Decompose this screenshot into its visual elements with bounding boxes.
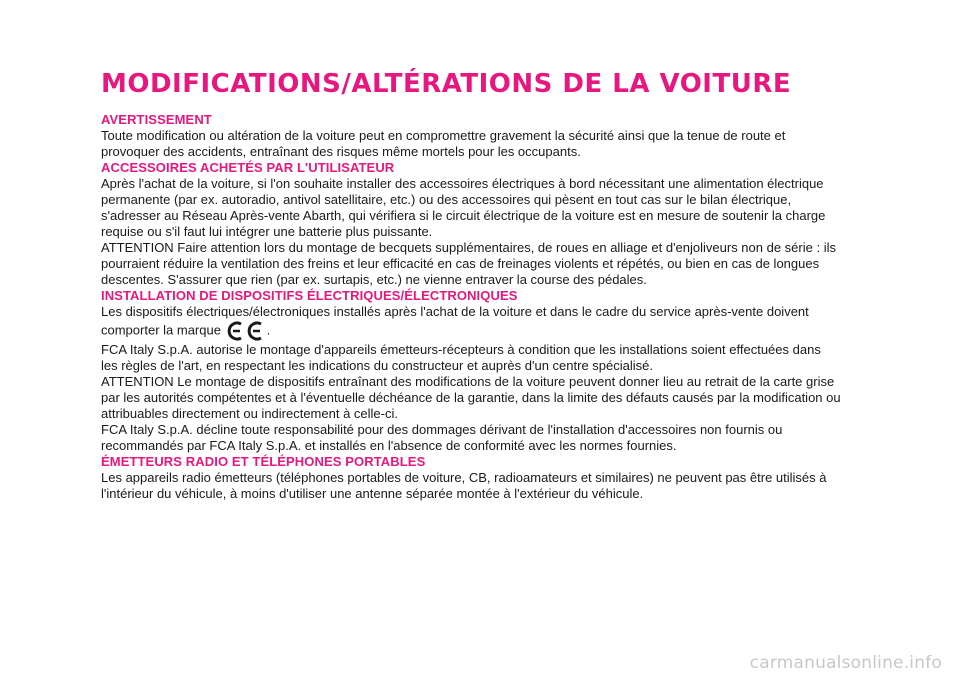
page-title: MODIFICATIONS/ALTÉRATIONS DE LA VOITURE (101, 69, 792, 99)
paragraph: ATTENTION Le montage de dispositifs entraînant des modifications de la voiture peuvent donner lieu au retrait de la carte grise par les autorités compétentes et à l'éventuelle déchéance de la garantie, dans la limite des défauts causés par la modification ou attribuables directement ou indirectement à celle-ci. (101, 374, 841, 421)
ecc-mark-icon (226, 320, 266, 342)
section-avertissement (101, 112, 841, 160)
paragraph: FCA Italy S.p.A. décline toute responsabilité pour des dommages dérivant de l'installation d'accessoires non fournis ou recommandés par FCA Italy S.p.A. et installés en l'absence de conformité avec les normes fournies. (101, 422, 783, 453)
section-installation (101, 288, 841, 454)
section-heading-accessoires: ACCESSOIRES ACHETÉS PAR L'UTILISATEUR (101, 160, 395, 175)
text-run: Les dispositifs électriques/électroniques installés après l'achat de la voiture et dans le cadre du service après-vente doivent comporter la marque (101, 304, 809, 338)
section-emetteurs (101, 454, 841, 502)
paragraph (101, 304, 841, 342)
document-page (101, 66, 841, 502)
paragraph: FCA Italy S.p.A. autorise le montage d'appareils émetteurs-récepteurs à condition que les installations soient effectuées dans les règles de l'art, en respectant les indications du constructeur et auprès d'un centre spécialisé. (101, 342, 821, 373)
text-run: . (266, 322, 271, 338)
section-heading-emetteurs: ÉMETTEURS RADIO ET TÉLÉPHONES PORTABLES (101, 454, 426, 469)
section-heading-installation: INSTALLATION DE DISPOSITIFS ÉLECTRIQUES/ÉLECTRONIQUES (101, 288, 518, 303)
section-accessoires (101, 160, 841, 288)
paragraph: ATTENTION Faire attention lors du montage de becquets supplémentaires, de roues en alliage et d'enjoliveurs non de série : ils pourraient réduire la ventilation des freins et leur efficacité en cas de freinages violents et répétés, ou bien en cas de longues descentes. S'assurer que rien (par ex. surtapis, etc.) ne vienne entraver la course des pédales. (101, 240, 836, 287)
paragraph: Après l'achat de la voiture, si l'on souhaite installer des accessoires électriques à bord nécessitant une alimentation électrique permanente (par ex. autoradio, antivol satellitaire, etc.) ou des accessoires qui pèsent en tout cas sur le bilan électrique, s'adresser au Réseau Après-vente Abarth, qui vérifiera si le circuit électrique de la voiture est en mesure de soutenir la charge requise ou s'il faut lui intégrer une batterie plus puissante. (101, 176, 826, 239)
paragraph: Les appareils radio émetteurs (téléphones portables de voiture, CB, radioamateurs et similaires) ne peuvent pas être utilisés à l'intérieur du véhicule, à moins d'utiliser une antenne séparée montée à l'extérieur du véhicule. (101, 470, 827, 501)
paragraph: Toute modification ou altération de la voiture peut en compromettre gravement la sécurité ainsi que la tenue de route et provoquer des accidents, entraînant des risques même mortels pour les occupants. (101, 128, 786, 159)
section-heading-avertissement: AVERTISSEMENT (101, 112, 212, 127)
watermark: carmanualsonline.info (749, 653, 942, 673)
